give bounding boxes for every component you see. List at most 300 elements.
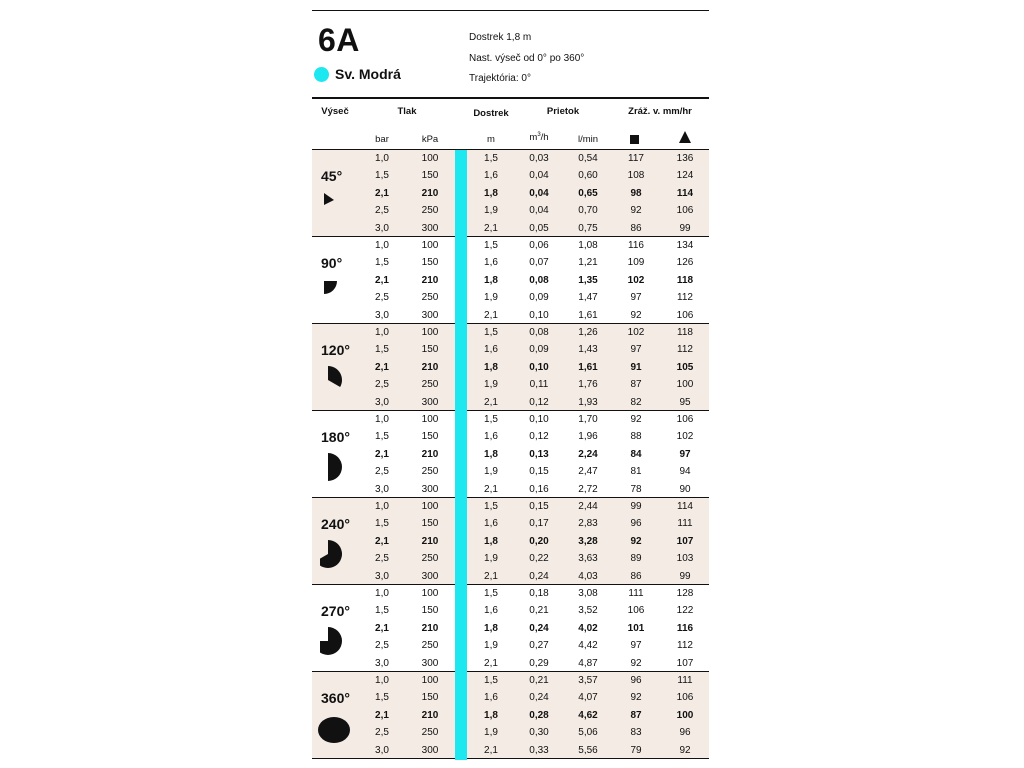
cell-m3h: 0,08 bbox=[529, 327, 549, 338]
cell-kpa: 250 bbox=[421, 205, 439, 217]
cell-lmin: 4,07 bbox=[578, 692, 598, 704]
cell-dostrek-m: 1,8 bbox=[484, 274, 498, 286]
cell-kpa: 210 bbox=[421, 622, 439, 634]
cell-bar: 2,1 bbox=[375, 187, 389, 199]
cell-kpa: 210 bbox=[421, 709, 439, 721]
unit-bar: bar bbox=[375, 134, 389, 145]
cell-bar: 1,0 bbox=[375, 153, 389, 164]
table-row bbox=[312, 150, 709, 167]
cell-m3h: 0,24 bbox=[529, 570, 549, 582]
cell-dostrek-m: 2,1 bbox=[484, 483, 498, 495]
cell-dostrek-m: 1,8 bbox=[484, 448, 498, 460]
cell-lmin: 3,28 bbox=[578, 535, 598, 547]
cell-rain-triangle: 114 bbox=[676, 187, 694, 199]
cell-kpa: 210 bbox=[421, 535, 439, 547]
cell-bar: 2,1 bbox=[375, 709, 389, 721]
cell-kpa: 300 bbox=[421, 570, 439, 582]
cell-m3h: 0,06 bbox=[529, 240, 549, 251]
cell-m3h: 0,18 bbox=[529, 588, 549, 599]
cell-lmin: 1,26 bbox=[578, 327, 598, 338]
cell-lmin: 2,24 bbox=[578, 448, 598, 460]
cell-dostrek-m: 2,1 bbox=[484, 657, 498, 669]
cell-lmin: 4,03 bbox=[578, 570, 598, 582]
cell-m3h: 0,17 bbox=[529, 518, 549, 530]
cell-bar: 2,1 bbox=[375, 622, 389, 634]
cell-m3h: 0,09 bbox=[529, 344, 549, 356]
cell-bar: 2,1 bbox=[375, 448, 389, 460]
cell-rain-triangle: 90 bbox=[679, 483, 691, 495]
cell-lmin: 0,60 bbox=[578, 170, 598, 182]
cell-dostrek-m: 1,6 bbox=[484, 257, 498, 269]
cell-rain-square: 87 bbox=[630, 709, 642, 721]
cell-m3h: 0,04 bbox=[529, 170, 549, 182]
cell-m3h: 0,16 bbox=[529, 483, 549, 495]
table-row bbox=[312, 707, 709, 724]
sector-angle-label: 270° bbox=[321, 603, 350, 619]
cell-rain-triangle: 96 bbox=[679, 727, 691, 739]
cell-rain-triangle: 134 bbox=[676, 240, 694, 251]
cell-bar: 1,0 bbox=[375, 501, 389, 512]
cell-m3h: 0,11 bbox=[529, 379, 549, 391]
cell-lmin: 2,83 bbox=[578, 518, 598, 530]
cell-m3h: 0,05 bbox=[529, 222, 549, 234]
model-title: 6A bbox=[318, 22, 360, 58]
cell-dostrek-m: 1,5 bbox=[484, 588, 498, 599]
cell-lmin: 2,47 bbox=[578, 466, 598, 478]
cell-rain-triangle: 103 bbox=[676, 553, 694, 565]
cell-bar: 2,5 bbox=[375, 640, 389, 652]
cell-m3h: 0,15 bbox=[529, 501, 549, 512]
triangle-icon bbox=[679, 131, 691, 143]
table-row bbox=[312, 167, 709, 184]
cell-bar: 2,1 bbox=[375, 274, 389, 286]
cell-m3h: 0,15 bbox=[529, 466, 549, 478]
nozzle-spec-sheet bbox=[312, 0, 709, 768]
cell-rain-triangle: 122 bbox=[676, 605, 694, 617]
cell-m3h: 0,30 bbox=[529, 727, 549, 739]
cell-rain-triangle: 107 bbox=[676, 535, 694, 547]
cell-lmin: 1,08 bbox=[578, 240, 598, 251]
cell-kpa: 210 bbox=[421, 187, 439, 199]
cell-kpa: 300 bbox=[421, 222, 439, 234]
cell-bar: 1,5 bbox=[375, 692, 389, 704]
spec-range: Dostrek 1,8 m bbox=[469, 32, 532, 43]
cell-m3h: 0,04 bbox=[529, 187, 549, 199]
cell-kpa: 100 bbox=[421, 414, 439, 425]
cell-rain-triangle: 118 bbox=[677, 327, 693, 338]
table-row bbox=[312, 237, 709, 254]
nozzle-color-bar bbox=[455, 150, 467, 760]
table-row bbox=[312, 550, 709, 567]
cell-lmin: 3,52 bbox=[578, 605, 598, 617]
cell-dostrek-m: 1,9 bbox=[484, 640, 498, 652]
cell-rain-triangle: 106 bbox=[676, 205, 694, 217]
cell-m3h: 0,10 bbox=[529, 361, 549, 373]
cell-rain-square: 108 bbox=[627, 170, 645, 182]
cell-kpa: 300 bbox=[421, 396, 439, 408]
cell-bar: 1,0 bbox=[375, 414, 389, 425]
cell-m3h: 0,22 bbox=[529, 553, 549, 565]
cell-lmin: 3,57 bbox=[578, 675, 598, 686]
cell-rain-triangle: 106 bbox=[676, 692, 694, 704]
cell-dostrek-m: 1,8 bbox=[484, 709, 498, 721]
cell-bar: 1,5 bbox=[375, 518, 389, 530]
table-row bbox=[312, 324, 709, 341]
table-row bbox=[312, 602, 709, 619]
cell-rain-triangle: 112 bbox=[677, 640, 693, 652]
cell-dostrek-m: 2,1 bbox=[484, 744, 498, 756]
cell-rain-triangle: 100 bbox=[676, 379, 694, 391]
cell-m3h: 0,12 bbox=[529, 396, 549, 408]
cell-dostrek-m: 1,9 bbox=[484, 205, 498, 217]
cell-rain-square: 81 bbox=[630, 466, 642, 478]
cell-rain-square: 89 bbox=[630, 553, 642, 565]
cell-kpa: 100 bbox=[421, 240, 439, 251]
sector-angle-label: 240° bbox=[321, 516, 350, 532]
sector-group-180 bbox=[312, 411, 709, 498]
cell-bar: 2,5 bbox=[375, 292, 389, 304]
cell-m3h: 0,03 bbox=[529, 153, 549, 164]
cell-kpa: 150 bbox=[421, 692, 439, 704]
cell-rain-square: 102 bbox=[627, 327, 645, 338]
cell-rain-square: 106 bbox=[627, 605, 645, 617]
cell-kpa: 250 bbox=[421, 379, 439, 391]
cell-m3h: 0,29 bbox=[529, 657, 549, 669]
cell-lmin: 0,65 bbox=[578, 187, 598, 199]
cell-lmin: 1,21 bbox=[578, 257, 598, 269]
cell-rain-triangle: 92 bbox=[679, 744, 691, 756]
cell-rain-square: 92 bbox=[630, 205, 642, 217]
cell-rain-square: 87 bbox=[630, 379, 642, 391]
cell-bar: 1,0 bbox=[375, 327, 389, 338]
cell-kpa: 100 bbox=[421, 327, 439, 338]
cell-rain-triangle: 112 bbox=[677, 292, 693, 304]
cell-rain-square: 98 bbox=[630, 187, 642, 199]
cell-bar: 3,0 bbox=[375, 222, 389, 234]
cell-lmin: 3,63 bbox=[578, 553, 598, 565]
cell-rain-square: 82 bbox=[630, 396, 642, 408]
color-name: Sv. Modrá bbox=[335, 66, 401, 82]
cell-rain-triangle: 126 bbox=[676, 257, 694, 269]
cell-rain-square: 83 bbox=[630, 727, 642, 739]
cell-dostrek-m: 1,8 bbox=[484, 361, 498, 373]
header-rule bbox=[312, 97, 709, 99]
cell-lmin: 4,87 bbox=[578, 657, 598, 669]
cell-m3h: 0,21 bbox=[529, 605, 549, 617]
cell-kpa: 150 bbox=[421, 344, 439, 356]
cell-m3h: 0,24 bbox=[529, 622, 549, 634]
cell-rain-triangle: 100 bbox=[676, 709, 694, 721]
table-row bbox=[312, 254, 709, 271]
cell-rain-triangle: 102 bbox=[676, 431, 694, 443]
table-row bbox=[312, 724, 709, 741]
sector-angle-label: 120° bbox=[321, 342, 350, 358]
cell-lmin: 4,42 bbox=[578, 640, 598, 652]
cell-lmin: 1,61 bbox=[578, 309, 598, 321]
cell-dostrek-m: 1,5 bbox=[484, 501, 498, 512]
cell-lmin: 0,70 bbox=[578, 205, 598, 217]
table-row bbox=[312, 359, 709, 376]
cell-rain-square: 88 bbox=[630, 431, 642, 443]
spec-trajectory: Trajektória: 0° bbox=[469, 73, 531, 84]
cell-bar: 2,5 bbox=[375, 466, 389, 478]
cell-dostrek-m: 2,1 bbox=[484, 222, 498, 234]
cell-bar: 3,0 bbox=[375, 396, 389, 408]
sector-group-120 bbox=[312, 324, 709, 411]
cell-kpa: 150 bbox=[421, 518, 439, 530]
cell-rain-triangle: 95 bbox=[679, 396, 691, 408]
cell-lmin: 4,62 bbox=[578, 709, 598, 721]
sector-group-45 bbox=[312, 150, 709, 237]
cell-rain-triangle: 124 bbox=[676, 170, 694, 182]
cell-rain-triangle: 105 bbox=[676, 361, 694, 373]
table-row bbox=[312, 185, 709, 202]
cell-lmin: 3,08 bbox=[578, 588, 598, 599]
cell-kpa: 250 bbox=[421, 640, 439, 652]
cell-dostrek-m: 1,6 bbox=[484, 431, 498, 443]
cell-bar: 2,5 bbox=[375, 553, 389, 565]
cell-dostrek-m: 1,9 bbox=[484, 292, 498, 304]
table-row bbox=[312, 498, 709, 515]
cell-lmin: 4,02 bbox=[578, 622, 598, 634]
table-row bbox=[312, 637, 709, 654]
table-row bbox=[312, 585, 709, 602]
cell-rain-triangle: 106 bbox=[676, 309, 694, 321]
cell-dostrek-m: 1,8 bbox=[484, 535, 498, 547]
cell-bar: 1,5 bbox=[375, 344, 389, 356]
cell-bar: 1,5 bbox=[375, 605, 389, 617]
cell-rain-square: 92 bbox=[630, 692, 642, 704]
cell-bar: 2,1 bbox=[375, 535, 389, 547]
cell-dostrek-m: 1,6 bbox=[484, 518, 498, 530]
cell-bar: 1,0 bbox=[375, 588, 389, 599]
cell-rain-square: 116 bbox=[628, 240, 644, 251]
cell-m3h: 0,33 bbox=[529, 744, 549, 756]
cell-lmin: 1,47 bbox=[578, 292, 598, 304]
cell-dostrek-m: 1,5 bbox=[484, 414, 498, 425]
table-row bbox=[312, 481, 709, 498]
cell-rain-square: 92 bbox=[630, 657, 642, 669]
cell-m3h: 0,10 bbox=[529, 309, 549, 321]
cell-kpa: 300 bbox=[421, 744, 439, 756]
sector-angle-label: 180° bbox=[321, 429, 350, 445]
cell-m3h: 0,07 bbox=[529, 257, 549, 269]
cell-kpa: 250 bbox=[421, 466, 439, 478]
cell-dostrek-m: 1,9 bbox=[484, 379, 498, 391]
cell-m3h: 0,12 bbox=[529, 431, 549, 443]
sector-angle-label: 45° bbox=[321, 168, 343, 184]
cell-bar: 2,5 bbox=[375, 727, 389, 739]
cell-rain-square: 92 bbox=[630, 535, 642, 547]
cell-dostrek-m: 1,9 bbox=[484, 466, 498, 478]
table-row bbox=[312, 620, 709, 637]
sector-group-270 bbox=[312, 585, 709, 672]
color-dot-icon bbox=[314, 67, 329, 82]
cell-dostrek-m: 1,6 bbox=[484, 692, 498, 704]
cell-m3h: 0,08 bbox=[529, 274, 549, 286]
cell-kpa: 250 bbox=[421, 553, 439, 565]
cell-kpa: 300 bbox=[421, 309, 439, 321]
cell-rain-triangle: 112 bbox=[677, 344, 693, 356]
cell-bar: 2,5 bbox=[375, 205, 389, 217]
cell-rain-square: 92 bbox=[630, 309, 642, 321]
table-row bbox=[312, 533, 709, 550]
cell-rain-square: 109 bbox=[627, 257, 645, 269]
cell-rain-triangle: 114 bbox=[677, 501, 693, 512]
cell-bar: 1,5 bbox=[375, 257, 389, 269]
cell-rain-square: 117 bbox=[628, 153, 644, 164]
cell-bar: 1,0 bbox=[375, 675, 389, 686]
cell-dostrek-m: 1,5 bbox=[484, 153, 498, 164]
col-header-dostrek: Dostrek bbox=[473, 108, 509, 119]
cell-rain-square: 97 bbox=[630, 344, 642, 356]
unit-m3h: $m^3/h$ bbox=[529, 132, 549, 144]
cell-rain-square: 102 bbox=[627, 274, 645, 286]
sector-group-360 bbox=[312, 672, 709, 759]
cell-rain-square: 92 bbox=[630, 414, 642, 425]
cell-bar: 3,0 bbox=[375, 744, 389, 756]
cell-bar: 3,0 bbox=[375, 309, 389, 321]
cell-rain-triangle: 111 bbox=[677, 518, 693, 530]
unit-lmin: l/min bbox=[577, 134, 599, 145]
cell-rain-triangle: 128 bbox=[676, 588, 694, 599]
cell-rain-triangle: 107 bbox=[676, 657, 694, 669]
spec-arc: Nast. výseč od 0° po 360° bbox=[469, 53, 585, 64]
cell-bar: 1,5 bbox=[375, 170, 389, 182]
cell-kpa: 100 bbox=[421, 675, 439, 686]
cell-kpa: 300 bbox=[421, 657, 439, 669]
cell-m3h: 0,28 bbox=[529, 709, 549, 721]
cell-rain-square: 86 bbox=[630, 222, 642, 234]
cell-kpa: 210 bbox=[421, 274, 439, 286]
cell-rain-square: 101 bbox=[627, 622, 645, 634]
col-header-zraz: Zráž. v. mm/hr bbox=[628, 106, 692, 117]
cell-lmin: 5,56 bbox=[578, 744, 598, 756]
cell-lmin: 1,96 bbox=[578, 431, 598, 443]
cell-dostrek-m: 1,6 bbox=[484, 344, 498, 356]
cell-bar: 3,0 bbox=[375, 483, 389, 495]
cell-dostrek-m: 1,9 bbox=[484, 553, 498, 565]
cell-kpa: 100 bbox=[421, 588, 439, 599]
table-row bbox=[312, 742, 709, 759]
cell-bar: 3,0 bbox=[375, 570, 389, 582]
table-row bbox=[312, 341, 709, 358]
cell-rain-triangle: 106 bbox=[676, 414, 694, 425]
sector-group-90 bbox=[312, 237, 709, 324]
cell-dostrek-m: 1,6 bbox=[484, 170, 498, 182]
cell-kpa: 210 bbox=[421, 361, 439, 373]
cell-m3h: 0,20 bbox=[529, 535, 549, 547]
cell-lmin: 1,70 bbox=[578, 414, 598, 425]
cell-m3h: 0,21 bbox=[529, 675, 549, 686]
cell-rain-square: 97 bbox=[630, 292, 642, 304]
cell-lmin: 5,06 bbox=[578, 727, 598, 739]
cell-kpa: 210 bbox=[421, 448, 439, 460]
cell-rain-square: 96 bbox=[630, 518, 642, 530]
cell-dostrek-m: 1,8 bbox=[484, 622, 498, 634]
cell-bar: 3,0 bbox=[375, 657, 389, 669]
cell-bar: 1,0 bbox=[375, 240, 389, 251]
table-row bbox=[312, 272, 709, 289]
cell-rain-triangle: 116 bbox=[676, 622, 694, 634]
cell-lmin: 1,76 bbox=[578, 379, 598, 391]
cell-rain-square: 96 bbox=[630, 675, 642, 686]
cell-kpa: 150 bbox=[421, 170, 439, 182]
cell-dostrek-m: 1,5 bbox=[484, 327, 498, 338]
cell-kpa: 100 bbox=[421, 153, 439, 164]
cell-m3h: 0,04 bbox=[529, 205, 549, 217]
top-rule bbox=[312, 10, 709, 11]
square-icon bbox=[630, 135, 639, 144]
cell-rain-square: 78 bbox=[630, 483, 642, 495]
table-row bbox=[312, 289, 709, 306]
cell-rain-square: 84 bbox=[630, 448, 642, 460]
table-row bbox=[312, 411, 709, 428]
table-row bbox=[312, 689, 709, 706]
table-row bbox=[312, 515, 709, 532]
cell-dostrek-m: 1,5 bbox=[484, 675, 498, 686]
col-header-tlak: Tlak bbox=[397, 106, 417, 117]
cell-bar: 2,1 bbox=[375, 361, 389, 373]
cell-dostrek-m: 1,5 bbox=[484, 240, 498, 251]
cell-dostrek-m: 2,1 bbox=[484, 396, 498, 408]
table-row bbox=[312, 220, 709, 237]
cell-rain-square: 111 bbox=[628, 588, 644, 599]
cell-kpa: 150 bbox=[421, 605, 439, 617]
table-row bbox=[312, 428, 709, 445]
table-row bbox=[312, 446, 709, 463]
cell-m3h: 0,27 bbox=[529, 640, 549, 652]
cell-m3h: 0,10 bbox=[529, 414, 549, 425]
cell-bar: 2,5 bbox=[375, 379, 389, 391]
cell-rain-triangle: 99 bbox=[679, 222, 691, 234]
cell-lmin: 2,72 bbox=[578, 483, 598, 495]
cell-rain-triangle: 94 bbox=[679, 466, 691, 478]
cell-dostrek-m: 2,1 bbox=[484, 309, 498, 321]
cell-rain-triangle: 99 bbox=[679, 570, 691, 582]
cell-kpa: 150 bbox=[421, 431, 439, 443]
table-row bbox=[312, 307, 709, 324]
table-row bbox=[312, 376, 709, 393]
table-row bbox=[312, 202, 709, 219]
cell-rain-triangle: 111 bbox=[677, 675, 693, 686]
cell-rain-square: 99 bbox=[630, 501, 642, 512]
cell-rain-triangle: 118 bbox=[676, 274, 694, 286]
col-header-vysec: Výseč bbox=[321, 106, 349, 117]
cell-lmin: 1,93 bbox=[578, 396, 598, 408]
cell-lmin: 0,75 bbox=[578, 222, 598, 234]
table-row bbox=[312, 672, 709, 689]
cell-rain-triangle: 97 bbox=[679, 448, 691, 460]
cell-dostrek-m: 1,9 bbox=[484, 727, 498, 739]
cell-lmin: 1,35 bbox=[578, 274, 598, 286]
unit-kpa: kPa bbox=[421, 134, 439, 145]
unit-m: m bbox=[487, 134, 495, 145]
cell-kpa: 250 bbox=[421, 727, 439, 739]
cell-kpa: 300 bbox=[421, 483, 439, 495]
cell-rain-triangle: 136 bbox=[676, 153, 694, 164]
cell-rain-square: 86 bbox=[630, 570, 642, 582]
table-row bbox=[312, 463, 709, 480]
sector-angle-label: 90° bbox=[321, 255, 343, 271]
cell-kpa: 150 bbox=[421, 257, 439, 269]
sector-angle-label: 360° bbox=[321, 690, 350, 706]
cell-m3h: 0,13 bbox=[529, 448, 549, 460]
table-row bbox=[312, 394, 709, 411]
table-row bbox=[312, 655, 709, 672]
cell-kpa: 250 bbox=[421, 292, 439, 304]
cell-bar: 1,5 bbox=[375, 431, 389, 443]
